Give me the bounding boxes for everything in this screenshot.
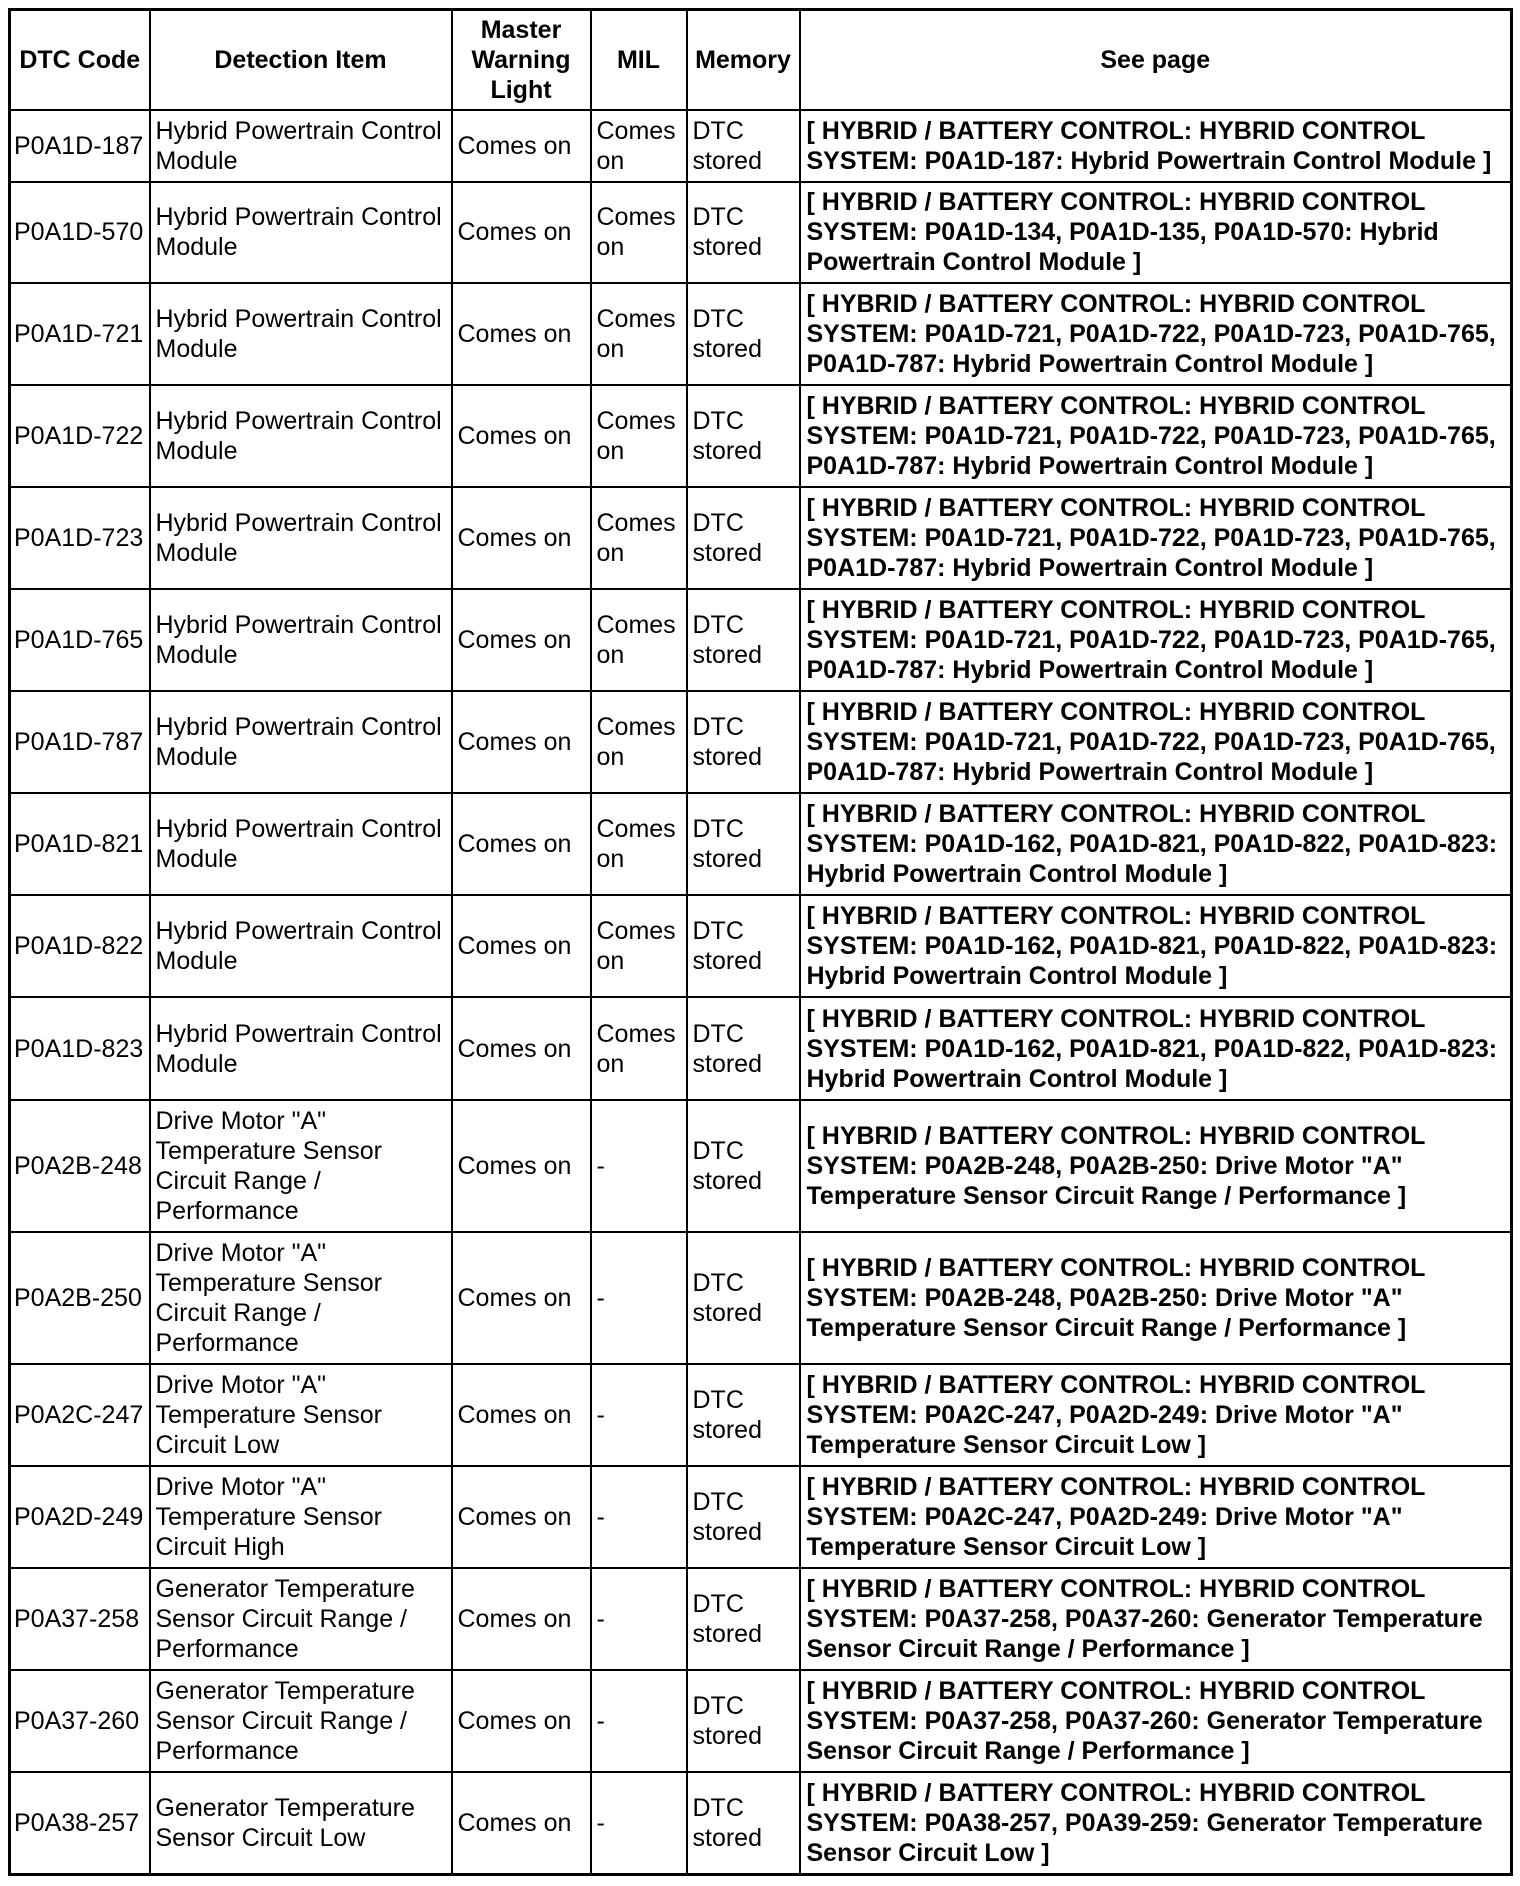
see-page-link[interactable]: [ HYBRID / BATTERY CONTROL: HYBRID CONTROL SYSTEM: P0A2B-248, P0A2B-250: Drive Motor "A" Temperature Sensor Circuit Range / Performance ] [800,1100,1512,1232]
master-warning-light-cell: Comes on [452,385,591,487]
table-row [10,589,1512,691]
master-warning-light-cell: Comes on [452,1100,591,1232]
detection-item-cell: Hybrid Powertrain Control Module [150,283,452,385]
dtc-code-cell: P0A1D-765 [10,589,150,691]
memory-cell: DTC stored [687,691,800,793]
table-row [10,385,1512,487]
header-detection-item: Detection Item [150,10,452,110]
memory-cell: DTC stored [687,997,800,1099]
see-page-link[interactable]: [ HYBRID / BATTERY CONTROL: HYBRID CONTROL SYSTEM: P0A1D-721, P0A1D-722, P0A1D-723, P0A1D-765, P0A1D-787: Hybrid Powertrain Control Module ] [800,283,1512,385]
table-row [10,1772,1512,1874]
see-page-link[interactable]: [ HYBRID / BATTERY CONTROL: HYBRID CONTROL SYSTEM: P0A1D-721, P0A1D-722, P0A1D-723, P0A1D-765, P0A1D-787: Hybrid Powertrain Control Module ] [800,385,1512,487]
table-row [10,793,1512,895]
detection-item-cell: Hybrid Powertrain Control Module [150,385,452,487]
detection-item-cell: Hybrid Powertrain Control Module [150,110,452,182]
mil-cell: Comes on [591,793,687,895]
table-row [10,487,1512,589]
master-warning-light-cell: Comes on [452,1568,591,1670]
dtc-code-cell: P0A1D-570 [10,182,150,283]
mil-cell: Comes on [591,283,687,385]
mil-cell: Comes on [591,997,687,1099]
dtc-code-cell: P0A2B-248 [10,1100,150,1232]
see-page-link[interactable]: [ HYBRID / BATTERY CONTROL: HYBRID CONTROL SYSTEM: P0A1D-187: Hybrid Powertrain Control Module ] [800,110,1512,182]
dtc-code-cell: P0A1D-787 [10,691,150,793]
memory-cell: DTC stored [687,487,800,589]
dtc-code-cell: P0A38-257 [10,1772,150,1874]
table-row [10,110,1512,182]
detection-item-cell: Generator Temperature Sensor Circuit Range / Performance [150,1670,452,1772]
detection-item-cell: Hybrid Powertrain Control Module [150,691,452,793]
memory-cell: DTC stored [687,1466,800,1568]
mil-cell: Comes on [591,895,687,997]
master-warning-light-cell: Comes on [452,1466,591,1568]
dtc-code-cell: P0A1D-187 [10,110,150,182]
dtc-table [8,8,1513,1876]
detection-item-cell: Drive Motor "A" Temperature Sensor Circuit Range / Performance [150,1100,452,1232]
detection-item-cell: Drive Motor "A" Temperature Sensor Circuit High [150,1466,452,1568]
dtc-code-cell: P0A1D-823 [10,997,150,1099]
memory-cell: DTC stored [687,182,800,283]
see-page-link[interactable]: [ HYBRID / BATTERY CONTROL: HYBRID CONTROL SYSTEM: P0A38-257, P0A39-259: Generator Temperature Sensor Circuit Low ] [800,1772,1512,1874]
memory-cell: DTC stored [687,110,800,182]
master-warning-light-cell: Comes on [452,997,591,1099]
header-dtc-code: DTC Code [10,10,150,110]
dtc-code-cell: P0A1D-723 [10,487,150,589]
detection-item-cell: Hybrid Powertrain Control Module [150,793,452,895]
memory-cell: DTC stored [687,385,800,487]
mil-cell: - [591,1568,687,1670]
master-warning-light-cell: Comes on [452,110,591,182]
table-row [10,1232,1512,1364]
see-page-link[interactable]: [ HYBRID / BATTERY CONTROL: HYBRID CONTROL SYSTEM: P0A1D-162, P0A1D-821, P0A1D-822, P0A1D-823: Hybrid Powertrain Control Module ] [800,997,1512,1099]
table-row [10,182,1512,283]
detection-item-cell: Hybrid Powertrain Control Module [150,487,452,589]
memory-cell: DTC stored [687,1772,800,1874]
mil-cell: - [591,1466,687,1568]
header-see-page: See page [800,10,1512,110]
table-row [10,283,1512,385]
detection-item-cell: Hybrid Powertrain Control Module [150,589,452,691]
mil-cell: - [591,1772,687,1874]
master-warning-light-cell: Comes on [452,793,591,895]
mil-cell: - [591,1232,687,1364]
detection-item-cell: Generator Temperature Sensor Circuit Range / Performance [150,1568,452,1670]
see-page-link[interactable]: [ HYBRID / BATTERY CONTROL: HYBRID CONTROL SYSTEM: P0A37-258, P0A37-260: Generator Temperature Sensor Circuit Range / Performance ] [800,1568,1512,1670]
master-warning-light-cell: Comes on [452,283,591,385]
table-row [10,1100,1512,1232]
mil-cell: - [591,1364,687,1466]
master-warning-light-cell: Comes on [452,895,591,997]
dtc-code-cell: P0A1D-722 [10,385,150,487]
header-row [10,10,1512,110]
detection-item-cell: Drive Motor "A" Temperature Sensor Circuit Range / Performance [150,1232,452,1364]
mil-cell: - [591,1100,687,1232]
mil-cell: Comes on [591,385,687,487]
see-page-link[interactable]: [ HYBRID / BATTERY CONTROL: HYBRID CONTROL SYSTEM: P0A1D-721, P0A1D-722, P0A1D-723, P0A1D-765, P0A1D-787: Hybrid Powertrain Control Module ] [800,691,1512,793]
see-page-link[interactable]: [ HYBRID / BATTERY CONTROL: HYBRID CONTROL SYSTEM: P0A2C-247, P0A2D-249: Drive Motor "A" Temperature Sensor Circuit Low ] [800,1466,1512,1568]
dtc-code-cell: P0A2D-249 [10,1466,150,1568]
memory-cell: DTC stored [687,1568,800,1670]
see-page-link[interactable]: [ HYBRID / BATTERY CONTROL: HYBRID CONTROL SYSTEM: P0A1D-134, P0A1D-135, P0A1D-570: Hybrid Powertrain Control Module ] [800,182,1512,283]
memory-cell: DTC stored [687,1364,800,1466]
table-body [10,110,1512,1875]
detection-item-cell: Hybrid Powertrain Control Module [150,997,452,1099]
memory-cell: DTC stored [687,1232,800,1364]
dtc-code-cell: P0A1D-821 [10,793,150,895]
memory-cell: DTC stored [687,793,800,895]
mil-cell: Comes on [591,589,687,691]
master-warning-light-cell: Comes on [452,1670,591,1772]
header-memory: Memory [687,10,800,110]
header-mil: MIL [591,10,687,110]
master-warning-light-cell: Comes on [452,589,591,691]
table-row [10,1466,1512,1568]
header-master-warning-light: Master Warning Light [452,10,591,110]
memory-cell: DTC stored [687,283,800,385]
master-warning-light-cell: Comes on [452,691,591,793]
see-page-link[interactable]: [ HYBRID / BATTERY CONTROL: HYBRID CONTROL SYSTEM: P0A1D-721, P0A1D-722, P0A1D-723, P0A1D-765, P0A1D-787: Hybrid Powertrain Control Module ] [800,487,1512,589]
table-row [10,895,1512,997]
table-row [10,1568,1512,1670]
master-warning-light-cell: Comes on [452,1364,591,1466]
detection-item-cell: Hybrid Powertrain Control Module [150,895,452,997]
memory-cell: DTC stored [687,895,800,997]
table-row [10,691,1512,793]
see-page-link[interactable]: [ HYBRID / BATTERY CONTROL: HYBRID CONTROL SYSTEM: P0A1D-162, P0A1D-821, P0A1D-822, P0A1D-823: Hybrid Powertrain Control Module ] [800,793,1512,895]
dtc-code-cell: P0A37-258 [10,1568,150,1670]
see-page-link[interactable]: [ HYBRID / BATTERY CONTROL: HYBRID CONTROL SYSTEM: P0A2B-248, P0A2B-250: Drive Motor "A" Temperature Sensor Circuit Range / Performance ] [800,1232,1512,1364]
master-warning-light-cell: Comes on [452,1772,591,1874]
memory-cell: DTC stored [687,1100,800,1232]
dtc-code-cell: P0A37-260 [10,1670,150,1772]
mil-cell: - [591,1670,687,1772]
table-row [10,997,1512,1099]
detection-item-cell: Drive Motor "A" Temperature Sensor Circuit Low [150,1364,452,1466]
master-warning-light-cell: Comes on [452,1232,591,1364]
detection-item-cell: Generator Temperature Sensor Circuit Low [150,1772,452,1874]
table-row [10,1670,1512,1772]
see-page-link[interactable]: [ HYBRID / BATTERY CONTROL: HYBRID CONTROL SYSTEM: P0A1D-721, P0A1D-722, P0A1D-723, P0A1D-765, P0A1D-787: Hybrid Powertrain Control Module ] [800,589,1512,691]
memory-cell: DTC stored [687,1670,800,1772]
dtc-code-cell: P0A1D-822 [10,895,150,997]
table-row [10,1364,1512,1466]
dtc-code-cell: P0A2B-250 [10,1232,150,1364]
see-page-link[interactable]: [ HYBRID / BATTERY CONTROL: HYBRID CONTROL SYSTEM: P0A37-258, P0A37-260: Generator Temperature Sensor Circuit Range / Performance ] [800,1670,1512,1772]
dtc-code-cell: P0A2C-247 [10,1364,150,1466]
see-page-link[interactable]: [ HYBRID / BATTERY CONTROL: HYBRID CONTROL SYSTEM: P0A2C-247, P0A2D-249: Drive Motor "A" Temperature Sensor Circuit Low ] [800,1364,1512,1466]
mil-cell: Comes on [591,487,687,589]
master-warning-light-cell: Comes on [452,182,591,283]
master-warning-light-cell: Comes on [452,487,591,589]
see-page-link[interactable]: [ HYBRID / BATTERY CONTROL: HYBRID CONTROL SYSTEM: P0A1D-162, P0A1D-821, P0A1D-822, P0A1D-823: Hybrid Powertrain Control Module ] [800,895,1512,997]
mil-cell: Comes on [591,691,687,793]
mil-cell: Comes on [591,110,687,182]
detection-item-cell: Hybrid Powertrain Control Module [150,182,452,283]
dtc-code-cell: P0A1D-721 [10,283,150,385]
mil-cell: Comes on [591,182,687,283]
memory-cell: DTC stored [687,589,800,691]
